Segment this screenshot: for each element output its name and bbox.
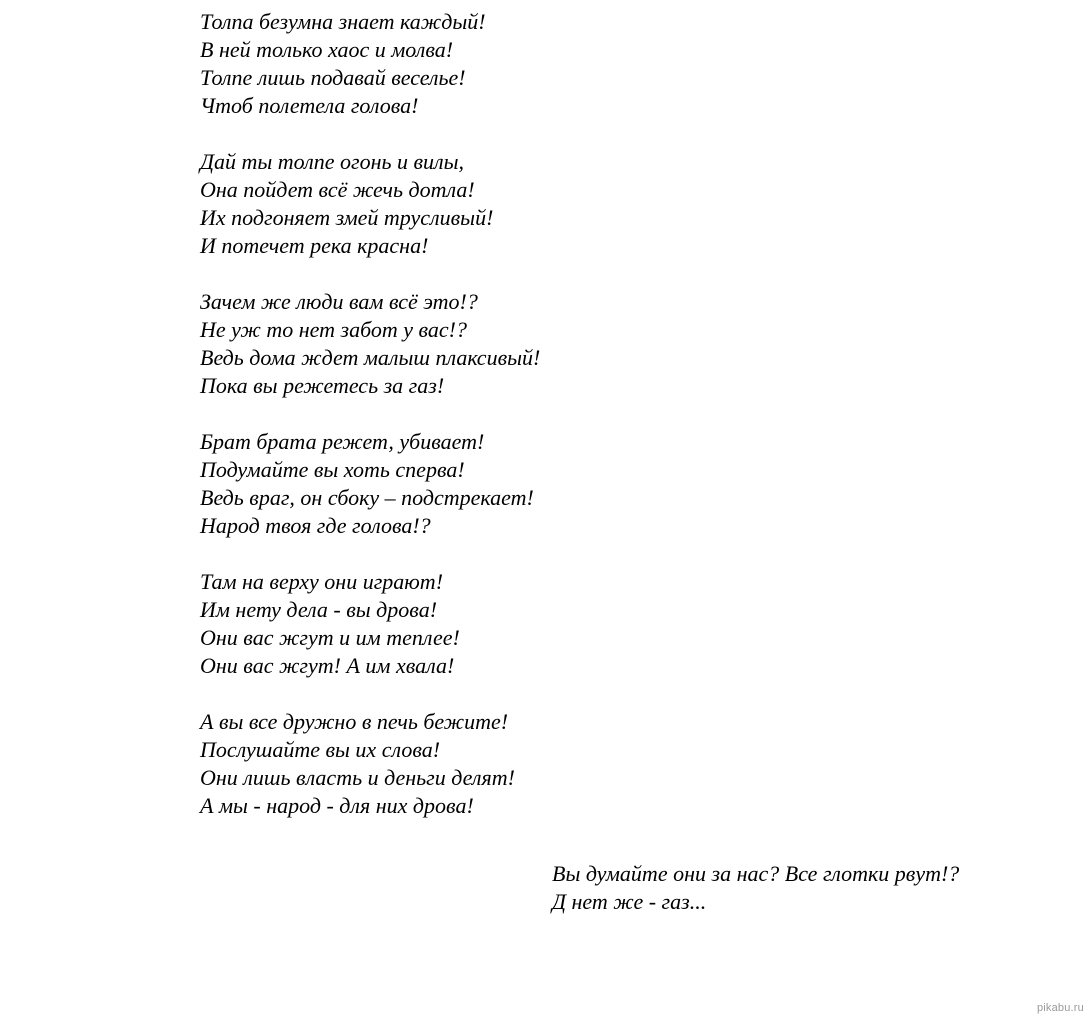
coda-line: Д нет же - газ...	[552, 889, 707, 914]
poem-line: Ведь дома ждет малыш плаксивый!	[200, 345, 541, 370]
poem-line: Зачем же люди вам всё это!?	[200, 289, 478, 314]
poem-line: Она пойдет всё жечь дотла!	[200, 177, 475, 202]
poem-line: Брат брата режет, убивает!	[200, 429, 485, 454]
poem-line: В ней только хаос и молва!	[200, 37, 454, 62]
poem-line: И потечет река красна!	[200, 233, 429, 258]
poem-line: Их подгоняет змей трусливый!	[200, 205, 494, 230]
poem-line: Пока вы режетесь за газ!	[200, 373, 445, 398]
poem-line: Толпе лишь подавай веселье!	[200, 65, 466, 90]
stanza-6	[200, 708, 800, 820]
poem-line: Они вас жгут! А им хвала!	[200, 653, 455, 678]
poem-line: Народ твоя где голова!?	[200, 513, 431, 538]
coda-line: Вы думайте они за нас? Все глотки рвут!?	[552, 861, 960, 886]
poem-line: Ведь враг, он сбоку – подстрекает!	[200, 485, 534, 510]
poem	[200, 8, 800, 848]
poem-line: Не уж то нет забот у вас!?	[200, 317, 467, 342]
stanza-2	[200, 148, 800, 260]
poem-line: Чтоб полетела голова!	[200, 93, 419, 118]
poem-line: Они вас жгут и им теплее!	[200, 625, 460, 650]
site-watermark: pikabu.ru	[1036, 1002, 1084, 1014]
poem-line: А мы - народ - для них дрова!	[200, 793, 474, 818]
poem-line: Послушайте вы их слова!	[200, 737, 441, 762]
stanza-5	[200, 568, 800, 680]
stanza-1	[200, 8, 800, 120]
poem-line: Толпа безумна знает каждый!	[200, 9, 486, 34]
poem-coda	[552, 860, 1072, 916]
stanza-3	[200, 288, 800, 400]
poem-line: Подумайте вы хоть сперва!	[200, 457, 465, 482]
poem-line: Они лишь власть и деньги делят!	[200, 765, 515, 790]
poem-line: Дай ты толпе огонь и вилы,	[200, 149, 465, 174]
poem-line: А вы все дружно в печь бежите!	[200, 709, 509, 734]
poem-line: Там на верху они играют!	[200, 569, 444, 594]
stanza-4	[200, 428, 800, 540]
poem-line: Им нету дела - вы дрова!	[200, 597, 438, 622]
